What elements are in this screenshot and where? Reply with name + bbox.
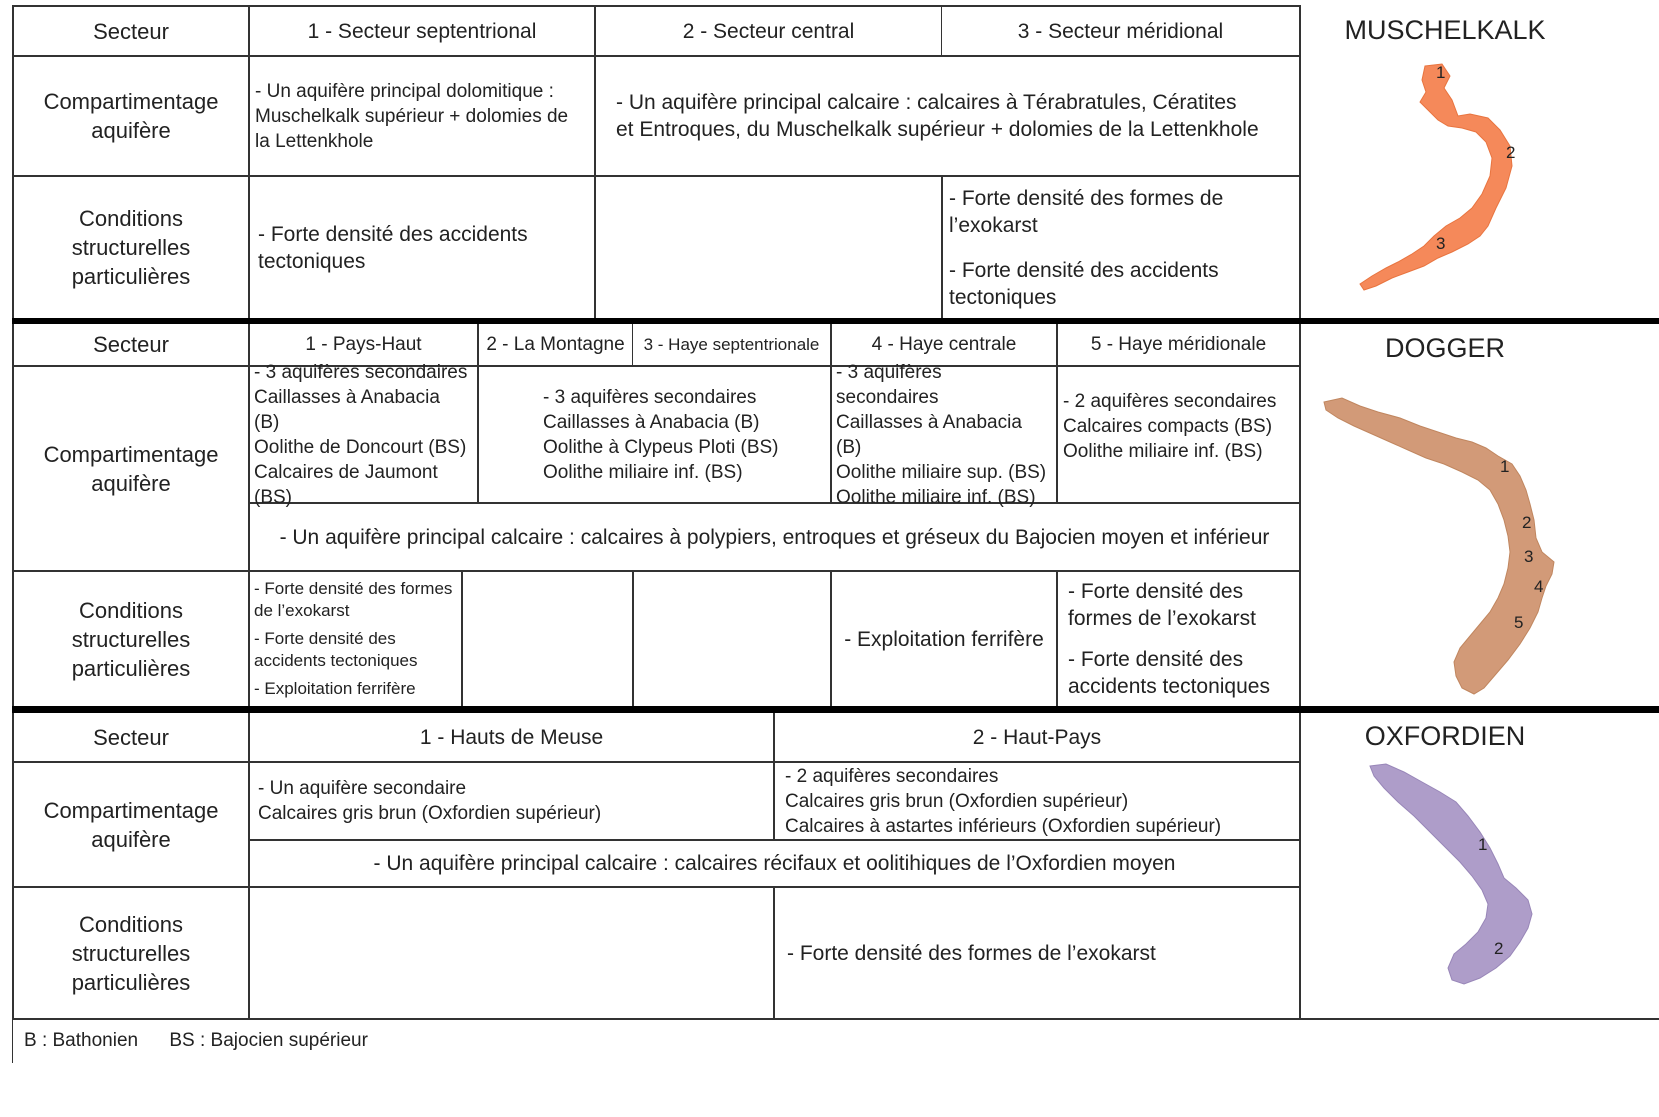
- dogger-compart-s5: [1058, 367, 1299, 502]
- text-line: - 3 aquifères secondaires: [836, 361, 942, 408]
- text-line: - 2 aquifères secondaires: [785, 765, 999, 787]
- oxfordien-title: OXFORDIEN: [1364, 721, 1526, 751]
- text-line: - Forte densité des: [254, 629, 396, 648]
- label-line: structurelles: [71, 235, 191, 260]
- text-line: - Un aquifère principal dolomitique :: [255, 80, 554, 102]
- muschelkalk-compart-s1: [250, 57, 594, 175]
- dogger-conditions-label: [14, 572, 248, 706]
- oxfordien-sector-2: 2 - Haut-Pays: [972, 725, 1102, 749]
- text-line: - Forte densité des: [1068, 580, 1244, 603]
- label-line: Conditions: [79, 911, 183, 937]
- text-line: - Forte densité des accidents: [258, 222, 528, 246]
- text-line: Oolithe à Clypeus Ploti (BS): [543, 436, 779, 458]
- muschelkalk-outcrop-shape: [1360, 64, 1512, 290]
- text-line: - 3 aquifères secondaires: [543, 386, 757, 408]
- dogger-sector-5: 5 - Haye méridionale: [1090, 334, 1267, 355]
- text-line: la Lettenkhole: [255, 130, 374, 152]
- dogger-compart-s1: [250, 361, 477, 508]
- dogger-map: [1316, 392, 1566, 698]
- text-line: Caillasses à Anabacia (B): [254, 386, 440, 433]
- dogger-map-label-1: 1: [1500, 457, 1510, 476]
- label-line: aquifère: [91, 470, 171, 496]
- text-line: - Un aquifère principal calcaire : calcaires à Térabratules, Cératites: [616, 91, 1237, 114]
- text-line: - Exploitation ferrifère: [254, 679, 416, 698]
- text-line: Calcaires gris brun (Oxfordien supérieur): [258, 803, 602, 824]
- text-line: Oolithe miliaire inf. (BS): [543, 461, 743, 483]
- dogger-sector-1: 1 - Pays-Haut: [305, 334, 422, 355]
- label-line: aquifère: [91, 118, 171, 143]
- oxfordien-conditions-label: [14, 888, 248, 1018]
- muschelkalk-sector-1: 1 - Secteur septentrional: [307, 19, 537, 43]
- text-line: Caillasses à Anabacia (B): [543, 411, 760, 433]
- dogger-map-label-2: 2: [1522, 513, 1532, 532]
- text-line: - 2 aquifères secondaires: [1063, 391, 1277, 412]
- dogger-secteur-label: Secteur: [93, 332, 169, 357]
- text-line: et Entroques, du Muschelkalk supérieur + dolomies de la Lettenkhole: [616, 118, 1259, 141]
- text-line: Oolithe miliaire inf. (BS): [1063, 441, 1263, 462]
- dogger-principal-aquifer: - Un aquifère principal calcaire : calcaires à polypiers, entroques et gréseux du Bajocien moyen et inférieur: [279, 525, 1270, 549]
- muschelkalk-title: MUSCHELKALK: [1344, 15, 1546, 45]
- label-line: Compartimentage: [43, 797, 219, 823]
- dogger-sector-3: 3 - Haye septentrionale: [643, 335, 820, 354]
- oxfordien-outcrop-shape: [1370, 764, 1532, 984]
- dogger-cond-s5: [1058, 572, 1299, 706]
- text-line: de l’exokarst: [254, 601, 350, 620]
- legend-bajocien: BS : Bajocien supérieur: [169, 1030, 368, 1051]
- oxfordien-compartimentage-label: [14, 763, 248, 886]
- label-line: Conditions: [79, 206, 183, 231]
- oxfordien-cond-s2: - Forte densité des formes de l’exokarst: [787, 941, 1156, 965]
- text-line: tectoniques: [949, 285, 1057, 309]
- text-line: Caillasses à Anabacia (B): [836, 411, 1022, 458]
- dogger-sector-4: 4 - Haye centrale: [871, 334, 1017, 355]
- text-line: - Forte densité des formes de: [949, 186, 1224, 210]
- text-line: Calcaires compacts (BS): [1063, 416, 1273, 437]
- text-line: - 3 aquifères secondaires: [254, 361, 468, 383]
- oxfordien-map: [1356, 758, 1546, 990]
- muschelkalk-map: [1320, 58, 1550, 298]
- dogger-sector-2: 2 - La Montagne: [486, 334, 625, 355]
- dogger-title: DOGGER: [1384, 333, 1505, 363]
- grid-line: [461, 571, 463, 706]
- label-line: particulières: [71, 264, 191, 289]
- text-line: - Forte densité des accidents: [949, 258, 1219, 282]
- text-line: Calcaires gris brun (Oxfordien supérieur): [785, 790, 1129, 812]
- oxfordien-secteur-label: Secteur: [93, 724, 169, 750]
- text-line: - Forte densité des formes: [254, 579, 453, 598]
- muschelkalk-conditions-label: [14, 177, 248, 318]
- muschelkalk-map-label-1: 1: [1436, 63, 1446, 82]
- text-line: - Un aquifère secondaire: [258, 778, 467, 799]
- text-line: Oolithe miliaire sup. (BS): [836, 461, 1047, 483]
- grid-line: [12, 1018, 1659, 1020]
- text-line: Calcaires à astartes inférieurs (Oxfordien supérieur): [785, 815, 1222, 837]
- oxfordien-map-label-1: 1: [1478, 835, 1488, 854]
- text-line: Calcaires de Jaumont (BS): [254, 461, 438, 508]
- label-line: Compartimentage: [43, 89, 219, 114]
- muschelkalk-cond-s3: [943, 177, 1299, 318]
- grid-line: [12, 1018, 13, 1063]
- text-line: Muschelkalk supérieur + dolomies de: [255, 105, 569, 127]
- text-line: formes de l’exokarst: [1068, 607, 1256, 630]
- text-line: - Forte densité des: [1068, 648, 1244, 671]
- muschelkalk-map-label-2: 2: [1506, 143, 1516, 162]
- grid-line: [1299, 5, 1301, 1018]
- dogger-map-label-4: 4: [1534, 577, 1544, 596]
- dogger-map-label-3: 3: [1524, 547, 1534, 566]
- oxfordien-sector-1: 1 - Hauts de Meuse: [419, 725, 604, 749]
- muschelkalk-sector-3: 3 - Secteur méridional: [1017, 19, 1224, 43]
- text-line: accidents tectoniques: [1068, 675, 1270, 698]
- dogger-compart-s4: [832, 361, 1056, 508]
- label-line: particulières: [71, 969, 191, 995]
- abbreviation-legend: [24, 1029, 394, 1053]
- muschelkalk-map-label-3: 3: [1436, 234, 1446, 253]
- dogger-cond-s4: - Exploitation ferrifère: [844, 627, 1044, 651]
- text-line: Oolithe miliaire inf. (BS): [836, 486, 1036, 508]
- muschelkalk-secteur-label: Secteur: [93, 18, 169, 44]
- grid-line: [632, 571, 634, 706]
- dogger-cond-s1: [250, 572, 461, 706]
- legend-bathonien: B : Bathonien: [24, 1030, 139, 1051]
- text-line: Oolithe de Doncourt (BS): [254, 436, 467, 458]
- label-line: Compartimentage: [43, 441, 219, 467]
- label-line: Conditions: [79, 597, 183, 623]
- dogger-outcrop-shape: [1324, 398, 1554, 694]
- label-line: structurelles: [71, 626, 191, 652]
- label-line: aquifère: [91, 826, 171, 852]
- section-separator: [12, 706, 1659, 713]
- text-line: accidents tectoniques: [254, 651, 418, 670]
- muschelkalk-sector-2: 2 - Secteur central: [682, 19, 855, 43]
- oxfordien-compart-s1: [250, 763, 773, 839]
- muschelkalk-cond-s1: [250, 177, 594, 318]
- muschelkalk-compart-s23: [596, 57, 1299, 175]
- oxfordien-compart-s2: [775, 763, 1299, 839]
- muschelkalk-compartimentage-label: [14, 57, 248, 175]
- oxfordien-principal-aquifer: - Un aquifère principal calcaire : calcaires récifaux et oolitihiques de l’Oxfordien moyen: [373, 852, 1176, 875]
- label-line: particulières: [71, 655, 191, 681]
- text-line: tectoniques: [258, 249, 366, 273]
- dogger-compartimentage-label: [14, 367, 248, 570]
- label-line: structurelles: [71, 940, 191, 966]
- oxfordien-map-label-2: 2: [1494, 939, 1504, 958]
- dogger-map-label-5: 5: [1514, 613, 1524, 632]
- dogger-compart-s23: [479, 367, 830, 502]
- text-line: l’exokarst: [949, 213, 1038, 237]
